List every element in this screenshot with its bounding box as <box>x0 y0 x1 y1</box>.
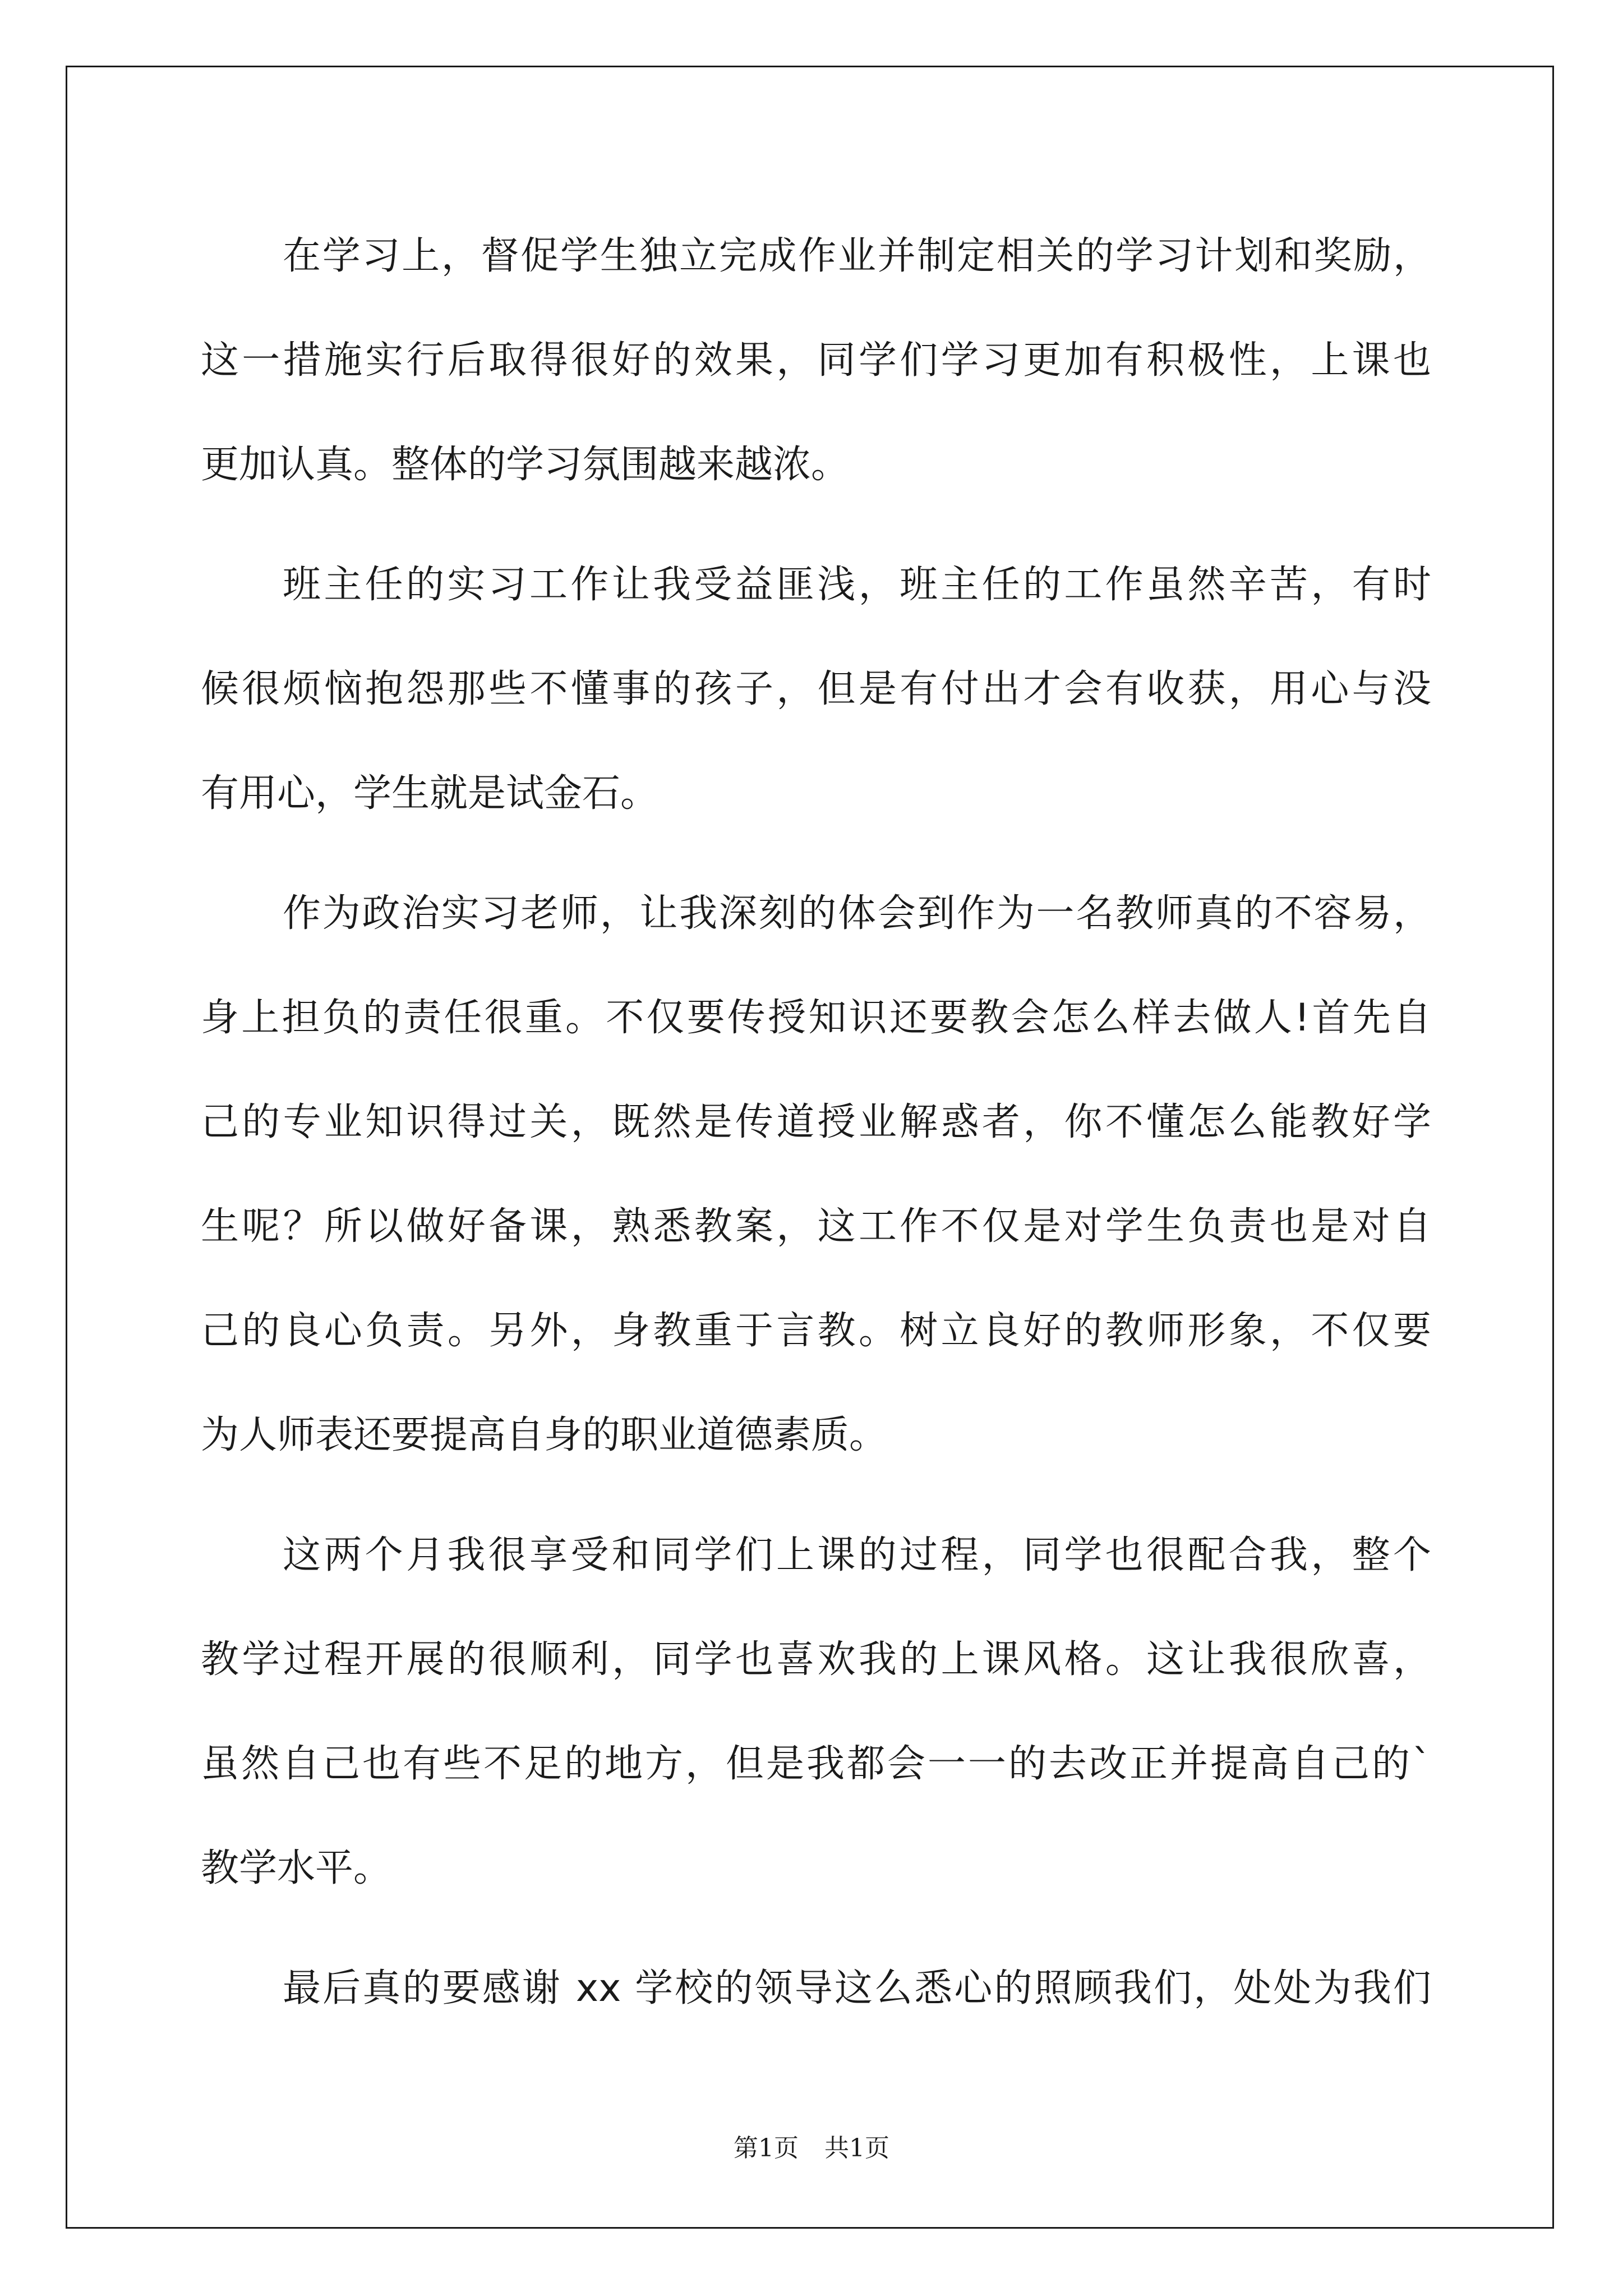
text-line: 己的良心负责。另外，身教重于言教。树立良好的教师形象，不仅要 <box>201 1309 1431 1353</box>
page-footer <box>0 2132 1623 2165</box>
text-line: 在学习上，督促学生独立完成作业并制定相关的学习计划和奖励， <box>283 234 1431 278</box>
text-line: 身上担负的责任很重。不仅要传授知识还要教会怎么样去做人!首先自 <box>201 996 1431 1040</box>
text-line: 更加认真。整体的学习氛围越来越浓。 <box>201 443 850 487</box>
paragraph <box>201 862 1431 1488</box>
text-line: 生呢？所以做好备课，熟悉教案，这工作不仅是对学生负责也是对自 <box>201 1204 1431 1249</box>
text-line: 这一措施实行后取得很好的效果，同学们学习更加有积极性，上课也 <box>201 338 1431 383</box>
text-line: 这两个月我很享受和同学们上课的过程，同学也很配合我，整个 <box>283 1533 1431 1577</box>
text-line: 己的专业知识得过关，既然是传道授业解惑者，你不懂怎么能教好学 <box>201 1100 1431 1144</box>
text-line: 教学过程开展的很顺利，同学也喜欢我的上课风格。这让我很欣喜， <box>201 1637 1431 1682</box>
page-number-current: 第1页 <box>734 2134 799 2162</box>
text-line: 教学水平。 <box>201 1846 392 1890</box>
paragraph <box>201 533 1431 846</box>
text-line: 候很烦恼抱怨那些不懂事的孩子，但是有付出才会有收获，用心与没 <box>201 667 1431 711</box>
paragraph <box>201 1503 1431 1921</box>
text-line: 最后真的要感谢 xx 学校的领导这么悉心的照顾我们，处处为我们 <box>283 1966 1431 2010</box>
paragraph <box>201 204 1431 517</box>
text-line: 虽然自己也有些不足的地方，但是我都会一一的去改正并提高自己的` <box>201 1742 1431 1786</box>
page-number-total: 共1页 <box>824 2134 889 2162</box>
text-line: 为人师表还要提高自身的职业道德素质。 <box>201 1413 888 1457</box>
text-line: 作为政治实习老师，让我深刻的体会到作为一名教师真的不容易， <box>283 891 1431 936</box>
document-body <box>201 204 1431 2041</box>
text-line: 班主任的实习工作让我受益匪浅，班主任的工作虽然辛苦，有时 <box>283 563 1431 607</box>
text-line: 有用心，学生就是试金石。 <box>201 771 659 816</box>
paragraph <box>201 1936 1431 2041</box>
